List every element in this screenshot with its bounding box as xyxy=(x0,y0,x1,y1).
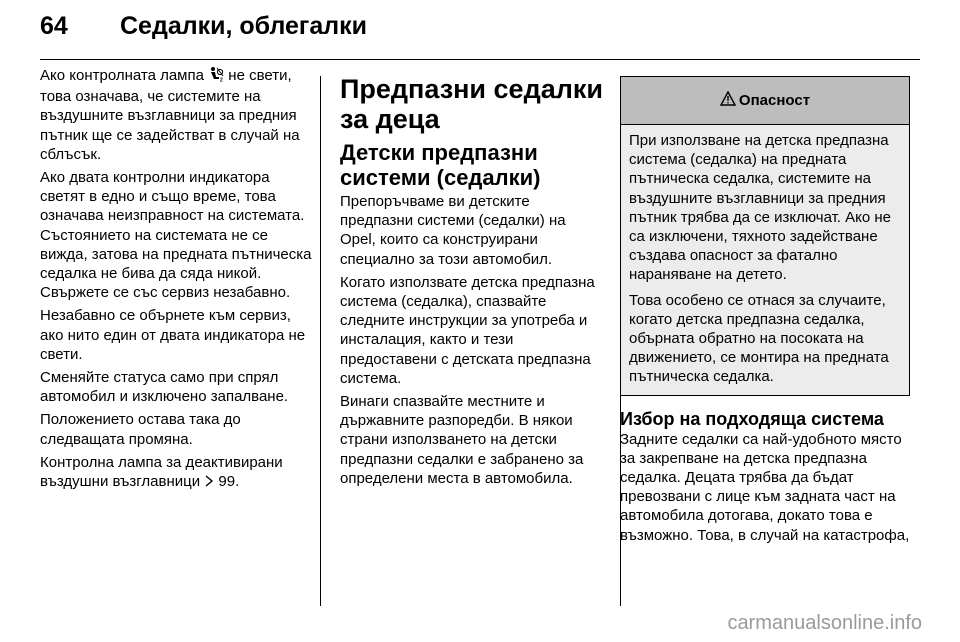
paragraph: Незабавно се обърнете към сервиз, ако нито един от двата индикатора не свети. xyxy=(40,307,306,363)
column-right xyxy=(620,76,910,549)
warning-paragraph: При използване на детска предпазна система (седалка) на предната пътническа седалка, системите на въздушните възглавници за предния пътник трябва да се изключат. Ако не са изключени, тяхното задействане създава опасност за фатално нараняване на детето. xyxy=(629,132,892,284)
warning-label: Опасност xyxy=(738,92,811,109)
paragraph: Положението остава така до следващата промяна. xyxy=(40,411,241,448)
watermark: carmanualsonline.info xyxy=(727,612,922,634)
warning-paragraph: Това особено се отнася за случаите, когато детска предпазна седалка, обърната обратно на посоката на движението, се монтира на предната пътническа седалка. xyxy=(629,291,889,386)
warning-body xyxy=(621,125,909,395)
subsection-heading: Детски предпазни системи (седалки) xyxy=(340,140,541,190)
page-number: 64 xyxy=(40,12,68,40)
column-left xyxy=(40,66,312,497)
paragraph: Ако контролната лампа 2 не свети, това означава, че системите на въздушните възглавници за предния пътник ще се задействат в случай на сблъсък. xyxy=(40,67,300,163)
page-reference-icon[interactable] xyxy=(204,474,214,493)
warning-header xyxy=(621,77,909,125)
page-title: Седалки, облегалки xyxy=(120,12,368,40)
paragraph: Когато използвате детска предпазна система (седалка), спазвайте следните инструкции за употреба и инсталация, както и тези предоставени с детската предпазна система. xyxy=(340,273,595,387)
paragraph: Винаги спазвайте местните и държавните разпоредби. В някои страни използването на детски предпазни седалки е забранено за определени места в автомобила. xyxy=(340,393,584,487)
page-header xyxy=(40,12,367,52)
paragraph: Препоръчваме ви детските предпазни системи (седалки) на Opel, които са конструирани специално за този автомобил. xyxy=(340,193,566,268)
header-divider xyxy=(40,59,920,60)
paragraph: Сменяйте статуса само при спрял автомобил и изключено запалване. xyxy=(40,369,289,406)
paragraph: Ако двата контролни индикатора светят в едно и също време, това означава неизправност на системата. Състоянието на системата не се вижда, затова на предната пътническа седалка не бива да сяда никой. Свържете се със сервиз незабавно. xyxy=(40,169,312,302)
column-divider xyxy=(320,76,321,606)
warning-box xyxy=(620,76,910,396)
section-heading: Предпазни седалки за деца xyxy=(340,74,603,134)
section-heading: Избор на подходяща система xyxy=(620,408,884,429)
column-middle xyxy=(340,66,604,492)
paragraph: Контролна лампа за деактивирани въздушни възглавници 99. xyxy=(40,453,312,493)
svg-text:2: 2 xyxy=(220,77,223,82)
paragraph: Задните седалки са най-удобното място за закрепване на детска предпазна седалка. Децата трябва да бъдат превозвани с лице към задната част на автомобила дотогава, докато това е възможно. Това, в случай на катастрофа, xyxy=(620,430,910,544)
warning-triangle-icon xyxy=(720,91,736,110)
airbag-off-icon xyxy=(208,66,224,87)
